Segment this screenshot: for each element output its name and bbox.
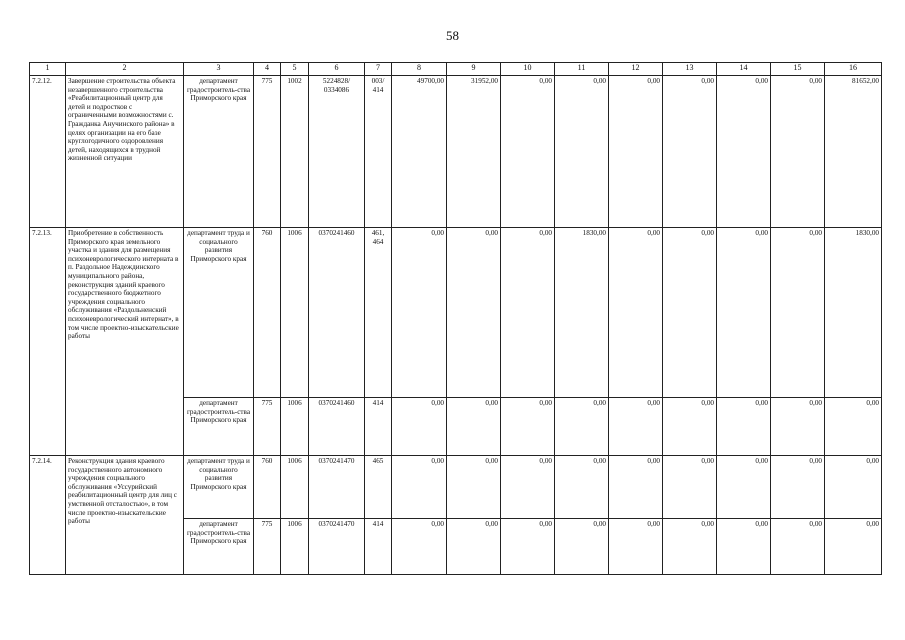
cell-c10: 0,00 bbox=[501, 76, 555, 228]
column-header-12: 12 bbox=[609, 63, 663, 76]
column-header-2: 2 bbox=[66, 63, 184, 76]
responsible-organization: департамент градостроитель-ства Приморского края bbox=[184, 76, 254, 228]
cell-c4: 775 bbox=[254, 398, 281, 456]
cell-c10: 0,00 bbox=[501, 398, 555, 456]
cell-c11: 1830,00 bbox=[555, 228, 609, 398]
column-header-11: 11 bbox=[555, 63, 609, 76]
column-header-16: 16 bbox=[825, 63, 882, 76]
cell-c16: 1830,00 bbox=[825, 228, 882, 398]
cell-c7: 465 bbox=[365, 456, 392, 519]
cell-c8: 0,00 bbox=[392, 228, 447, 398]
cell-c4: 775 bbox=[254, 76, 281, 228]
cell-c11: 0,00 bbox=[555, 519, 609, 575]
page-number: 58 bbox=[446, 28, 459, 43]
cell-c9: 31952,00 bbox=[447, 76, 501, 228]
cell-c7: 414 bbox=[365, 398, 392, 456]
cell-c16: 81652,00 bbox=[825, 76, 882, 228]
cell-c12: 0,00 bbox=[609, 76, 663, 228]
column-header-4: 4 bbox=[254, 63, 281, 76]
row-id: 7.2.13. bbox=[30, 228, 66, 456]
cell-c8: 0,00 bbox=[392, 398, 447, 456]
row-description: Завершение строительства объекта незавершенного строительства «Реабилитационный центр для детей и подростков с ограниченными возможностями с. Гражданка Анучинского района» в целях организации на его базе круглогодичного оздоровления детей, находящихся в трудной жизненной ситуации bbox=[66, 76, 184, 228]
cell-c14: 0,00 bbox=[717, 76, 771, 228]
cell-c16: 0,00 bbox=[825, 456, 882, 519]
cell-c15: 0,00 bbox=[771, 519, 825, 575]
cell-c10: 0,00 bbox=[501, 456, 555, 519]
cell-c10: 0,00 bbox=[501, 228, 555, 398]
cell-c11: 0,00 bbox=[555, 76, 609, 228]
cell-c5: 1006 bbox=[281, 456, 309, 519]
cell-c9: 0,00 bbox=[447, 228, 501, 398]
cell-c6: 0370241460 bbox=[309, 398, 365, 456]
cell-c6: 0370241470 bbox=[309, 456, 365, 519]
cell-c15: 0,00 bbox=[771, 76, 825, 228]
cell-c6: 0370241460 bbox=[309, 228, 365, 398]
cell-c8: 49700,00 bbox=[392, 76, 447, 228]
cell-c16: 0,00 bbox=[825, 398, 882, 456]
row-id: 7.2.12. bbox=[30, 76, 66, 228]
column-header-6: 6 bbox=[309, 63, 365, 76]
responsible-organization: департамент градостроитель-ства Приморского края bbox=[184, 519, 254, 575]
column-header-9: 9 bbox=[447, 63, 501, 76]
responsible-organization: департамент труда и социального развития Приморского края bbox=[184, 456, 254, 519]
table-row bbox=[30, 76, 882, 228]
cell-c12: 0,00 bbox=[609, 519, 663, 575]
column-header-10: 10 bbox=[501, 63, 555, 76]
cell-c15: 0,00 bbox=[771, 398, 825, 456]
column-header-15: 15 bbox=[771, 63, 825, 76]
budget-table bbox=[29, 62, 882, 575]
cell-c7: 461, 464 bbox=[365, 228, 392, 398]
cell-c5: 1006 bbox=[281, 228, 309, 398]
cell-c6: 5224828/ 0334086 bbox=[309, 76, 365, 228]
cell-c4: 760 bbox=[254, 228, 281, 398]
cell-c15: 0,00 bbox=[771, 456, 825, 519]
responsible-organization: департамент труда и социального развития Приморского края bbox=[184, 228, 254, 398]
cell-c5: 1002 bbox=[281, 76, 309, 228]
cell-c12: 0,00 bbox=[609, 398, 663, 456]
cell-c15: 0,00 bbox=[771, 228, 825, 398]
cell-c9: 0,00 bbox=[447, 519, 501, 575]
table-row bbox=[30, 228, 882, 398]
cell-c13: 0,00 bbox=[663, 398, 717, 456]
row-description: Приобретение в собственность Приморского края земельного участка и здания для размещения психоневрологического интерната в п. Раздольное Надеждинского муниципального района, реконструкция зданий краевого государственного бюджетного учреждения социального обслуживания «Раздольненский психоневрологический интернат», в том числе проектно-изыскательские работы bbox=[66, 228, 184, 456]
cell-c13: 0,00 bbox=[663, 76, 717, 228]
cell-c14: 0,00 bbox=[717, 228, 771, 398]
row-description: Реконструкция здания краевого государственного автономного учреждения социального обслуживания «Уссурийский реабилитационный центр для лиц с умственной отсталостью», в том числе проектно-изыскательские работы bbox=[66, 456, 184, 575]
cell-c6: 0370241470 bbox=[309, 519, 365, 575]
cell-c13: 0,00 bbox=[663, 228, 717, 398]
cell-c10: 0,00 bbox=[501, 519, 555, 575]
cell-c14: 0,00 bbox=[717, 519, 771, 575]
cell-c7: 414 bbox=[365, 519, 392, 575]
responsible-organization: департамент градостроитель-ства Приморского края bbox=[184, 398, 254, 456]
column-header-8: 8 bbox=[392, 63, 447, 76]
cell-c12: 0,00 bbox=[609, 456, 663, 519]
column-header-13: 13 bbox=[663, 63, 717, 76]
cell-c9: 0,00 bbox=[447, 456, 501, 519]
cell-c11: 0,00 bbox=[555, 456, 609, 519]
cell-c13: 0,00 bbox=[663, 519, 717, 575]
cell-c5: 1006 bbox=[281, 398, 309, 456]
cell-c4: 760 bbox=[254, 456, 281, 519]
cell-c9: 0,00 bbox=[447, 398, 501, 456]
cell-c4: 775 bbox=[254, 519, 281, 575]
table-row bbox=[30, 456, 882, 519]
cell-c12: 0,00 bbox=[609, 228, 663, 398]
cell-c13: 0,00 bbox=[663, 456, 717, 519]
cell-c8: 0,00 bbox=[392, 519, 447, 575]
cell-c14: 0,00 bbox=[717, 456, 771, 519]
column-header-1: 1 bbox=[30, 63, 66, 76]
header-row bbox=[30, 63, 882, 76]
column-header-3: 3 bbox=[184, 63, 254, 76]
cell-c5: 1006 bbox=[281, 519, 309, 575]
column-header-5: 5 bbox=[281, 63, 309, 76]
column-header-14: 14 bbox=[717, 63, 771, 76]
cell-c8: 0,00 bbox=[392, 456, 447, 519]
cell-c16: 0,00 bbox=[825, 519, 882, 575]
cell-c14: 0,00 bbox=[717, 398, 771, 456]
cell-c7: 003/ 414 bbox=[365, 76, 392, 228]
cell-c11: 0,00 bbox=[555, 398, 609, 456]
row-id: 7.2.14. bbox=[30, 456, 66, 575]
column-header-7: 7 bbox=[365, 63, 392, 76]
